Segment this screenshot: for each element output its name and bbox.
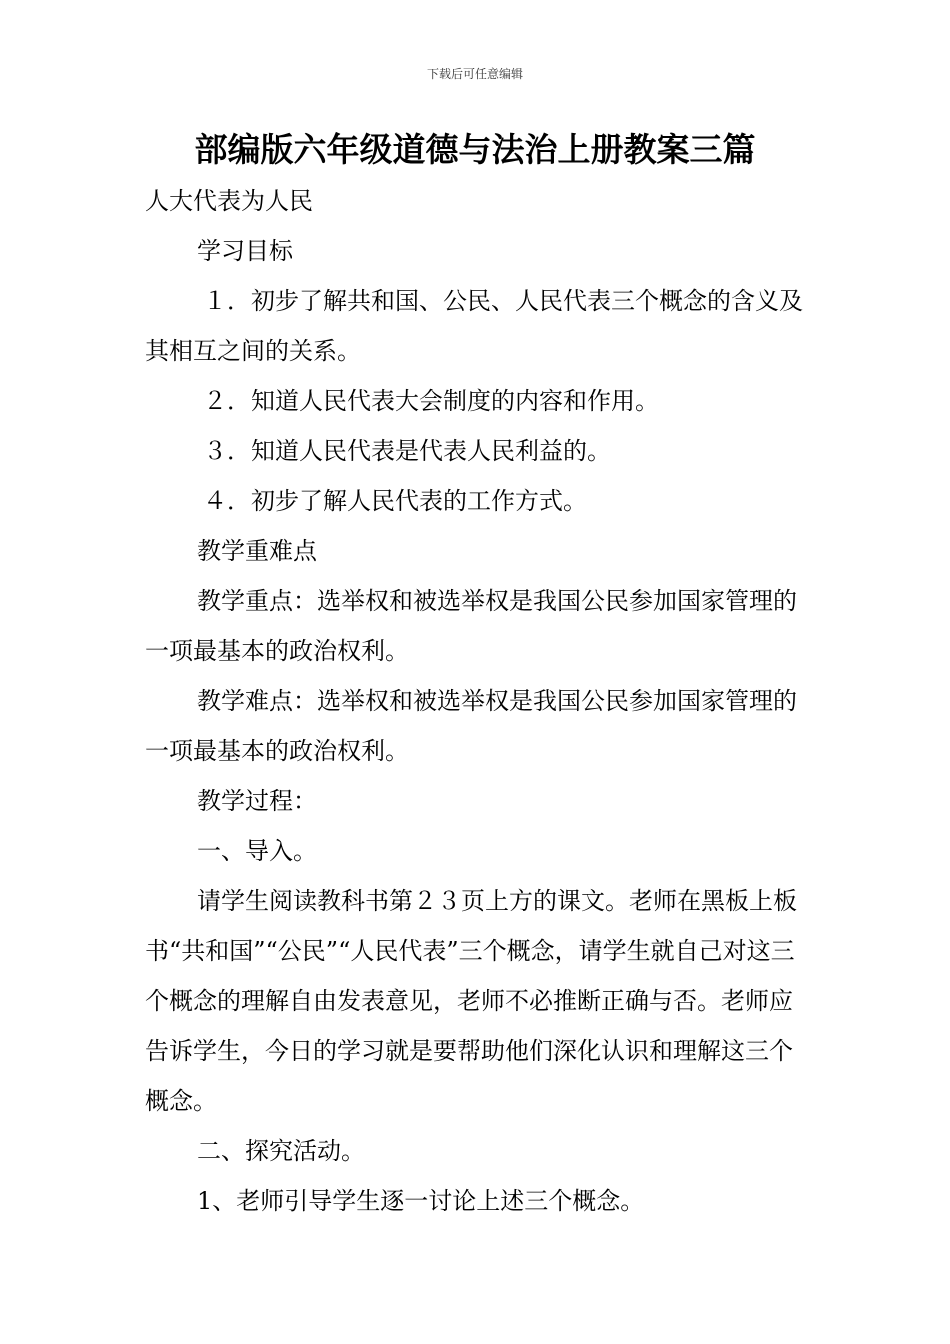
body-paragraph: 教学难点：选举权和被选举权是我国公民参加国家管理的一项最基本的政治权利。 — [145, 687, 797, 765]
objective-item: ４．初步了解人民代表的工作方式。 — [203, 487, 587, 515]
body-paragraph: 1、老师引导学生逐一讨论上述三个概念。 — [197, 1187, 645, 1215]
objective-item: １．初步了解共和国、公民、人民代表三个概念的含义及其相互之间的关系。 — [145, 287, 803, 365]
section-heading: 教学重难点 — [197, 537, 317, 565]
body-paragraph: 请学生阅读教科书第２３页上方的课文。老师在黑板上板书“共和国”“公民”“人民代表”三个概念，请学生就自己对这三个概念的理解自由发表意见，老师不必推断正确与否。老师应告诉学生，今日的学习就是要帮助他们深化认识和理解这三个概念。 — [145, 887, 797, 1115]
section-heading: 学习目标 — [197, 237, 293, 265]
section-heading: 二、探究活动。 — [197, 1137, 365, 1165]
objective-item: ２．知道人民代表大会制度的内容和作用。 — [203, 387, 659, 415]
objective-item: ３．知道人民代表是代表人民利益的。 — [203, 437, 611, 465]
section-heading: 一、导入。 — [197, 837, 317, 865]
lesson-title: 人大代表为人民 — [145, 187, 313, 215]
section-heading: 教学过程： — [197, 787, 317, 815]
document-body — [145, 176, 815, 1226]
document-title: 部编版六年级道德与法治上册教案三篇 — [194, 130, 756, 169]
header-note: 下载后可任意编辑 — [426, 67, 523, 81]
body-paragraph: 教学重点：选举权和被选举权是我国公民参加国家管理的一项最基本的政治权利。 — [145, 587, 797, 665]
